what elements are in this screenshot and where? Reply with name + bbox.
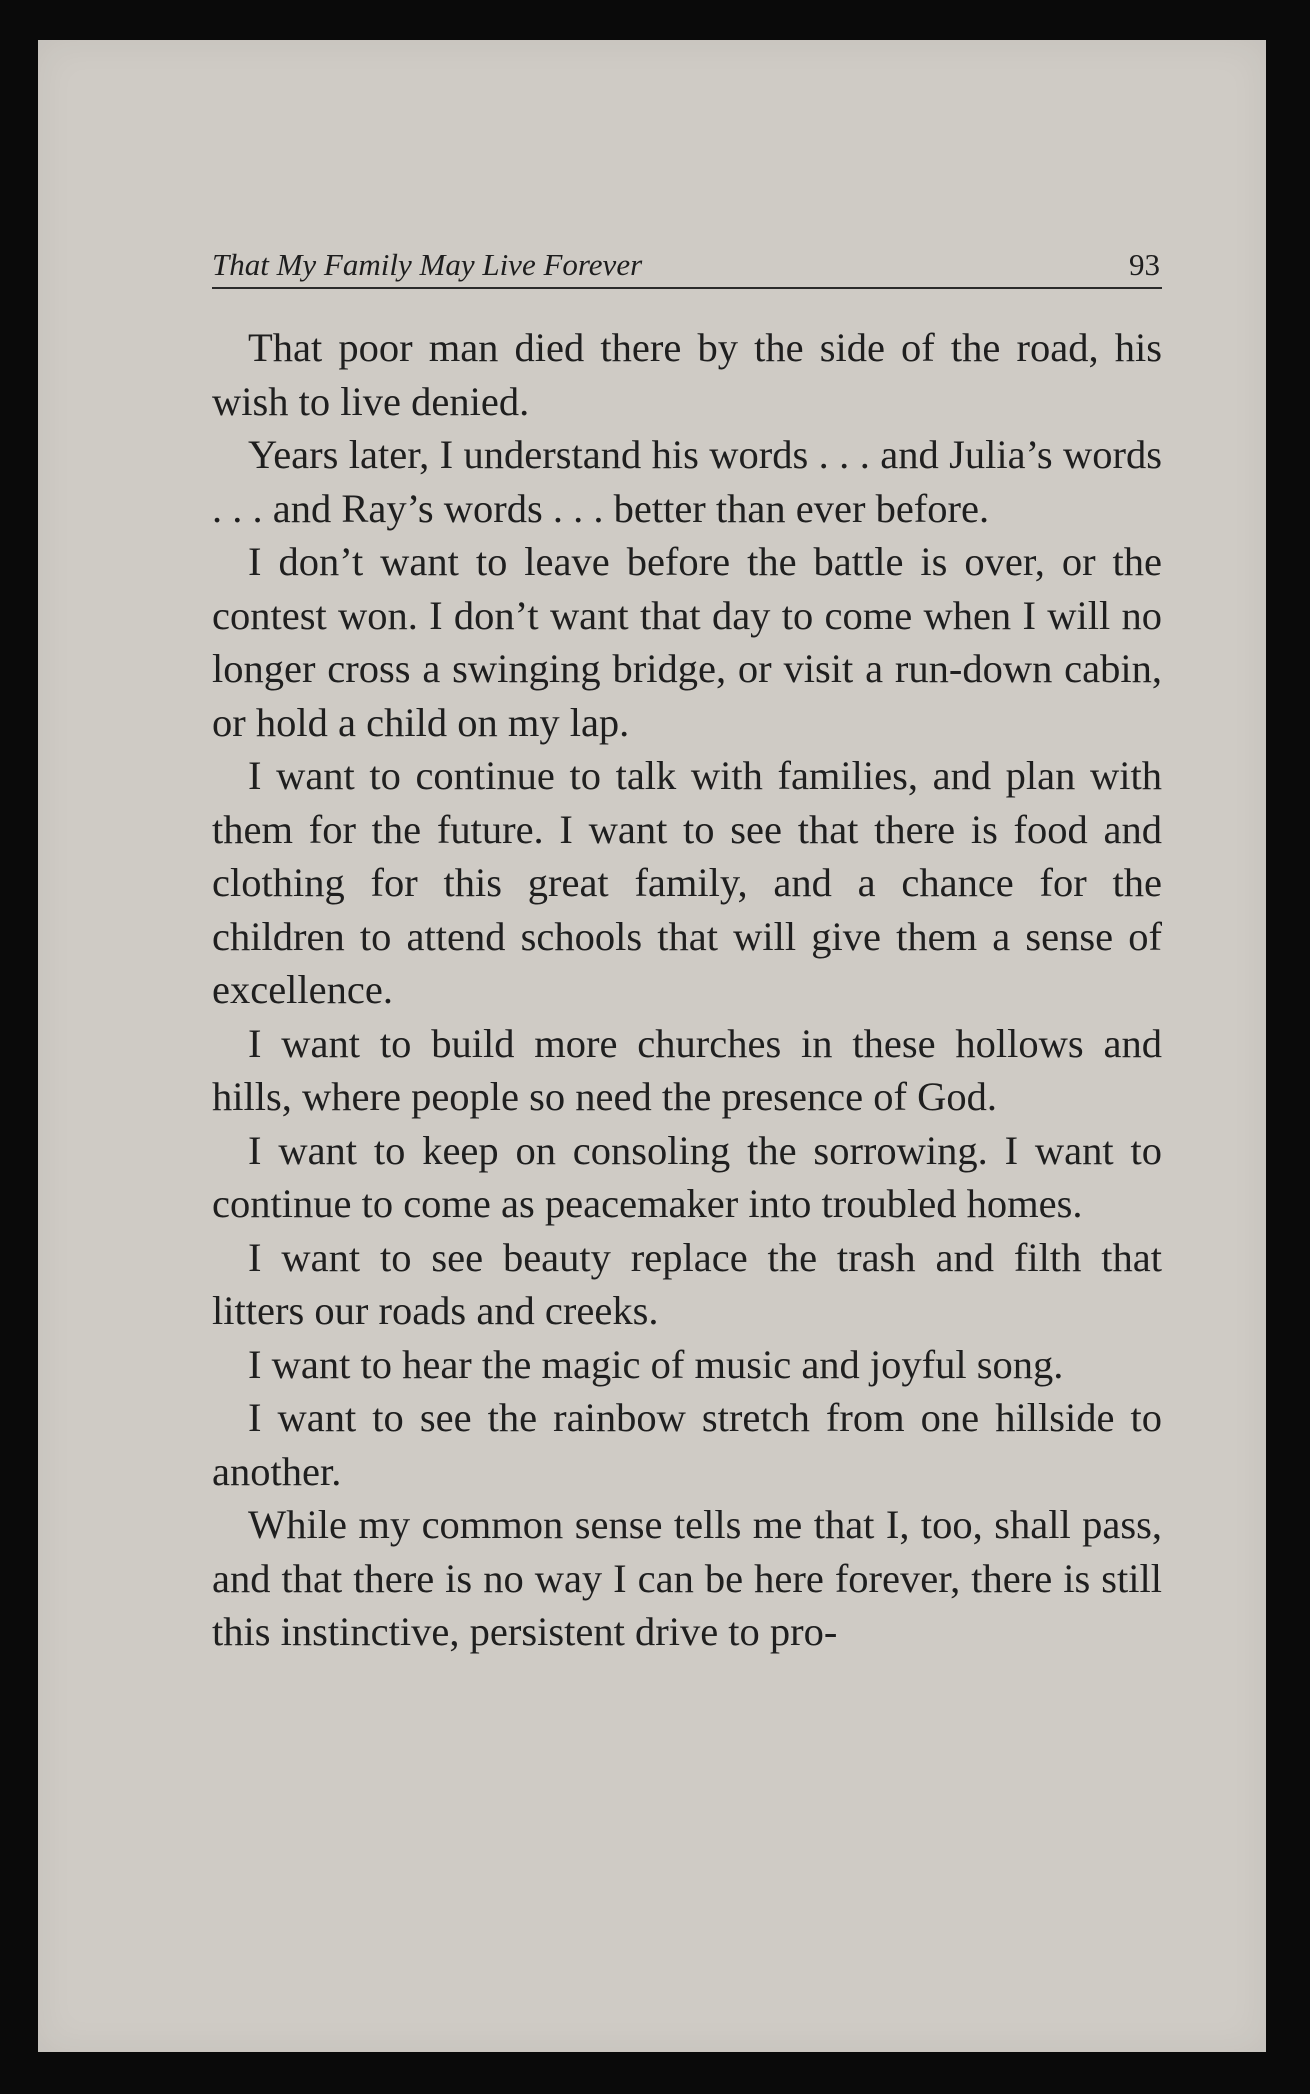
paragraph: I want to see beauty replace the trash and filth that litters our roads and creeks. — [212, 1234, 1162, 1333]
paragraph: I want to see the rainbow stretch from one hillside to another. — [212, 1395, 1162, 1494]
paragraph: I want to keep on consoling the sorrowing. I want to continue to come as peacemaker into troubled homes. — [212, 1127, 1162, 1226]
body-text — [212, 321, 1162, 1659]
paragraph: I don’t want to leave before the battle is over, or the contest won. I don’t want that day to come when I will no longer cross a swinging bridge, or visit a run-down cabin, or hold a child on my lap. — [212, 539, 1162, 745]
running-header — [212, 243, 1162, 289]
running-title: That My Family May Live Forever — [212, 247, 643, 282]
paragraph: I want to continue to talk with families, and plan with them for the future. I want to see that there is food and clothing for this great family, and a chance for the children to attend schools that will give them a sense of excellence. — [212, 753, 1162, 1012]
paragraph: Years later, I understand his words . . . and Julia’s words . . . and Ray’s words . . . better than ever before. — [212, 432, 1162, 531]
paragraph: I want to hear the magic of music and joyful song. — [248, 1341, 1064, 1387]
paragraph: While my common sense tells me that I, too, shall pass, and that there is no way I can be here forever, there is still this instinctive, persistent drive to pro- — [212, 1502, 1162, 1654]
paragraph: That poor man died there by the side of the road, his wish to live denied. — [212, 325, 1162, 424]
page-number: 93 — [1129, 247, 1160, 282]
paragraph: I want to build more churches in these hollows and hills, where people so need the presence of God. — [212, 1020, 1162, 1119]
